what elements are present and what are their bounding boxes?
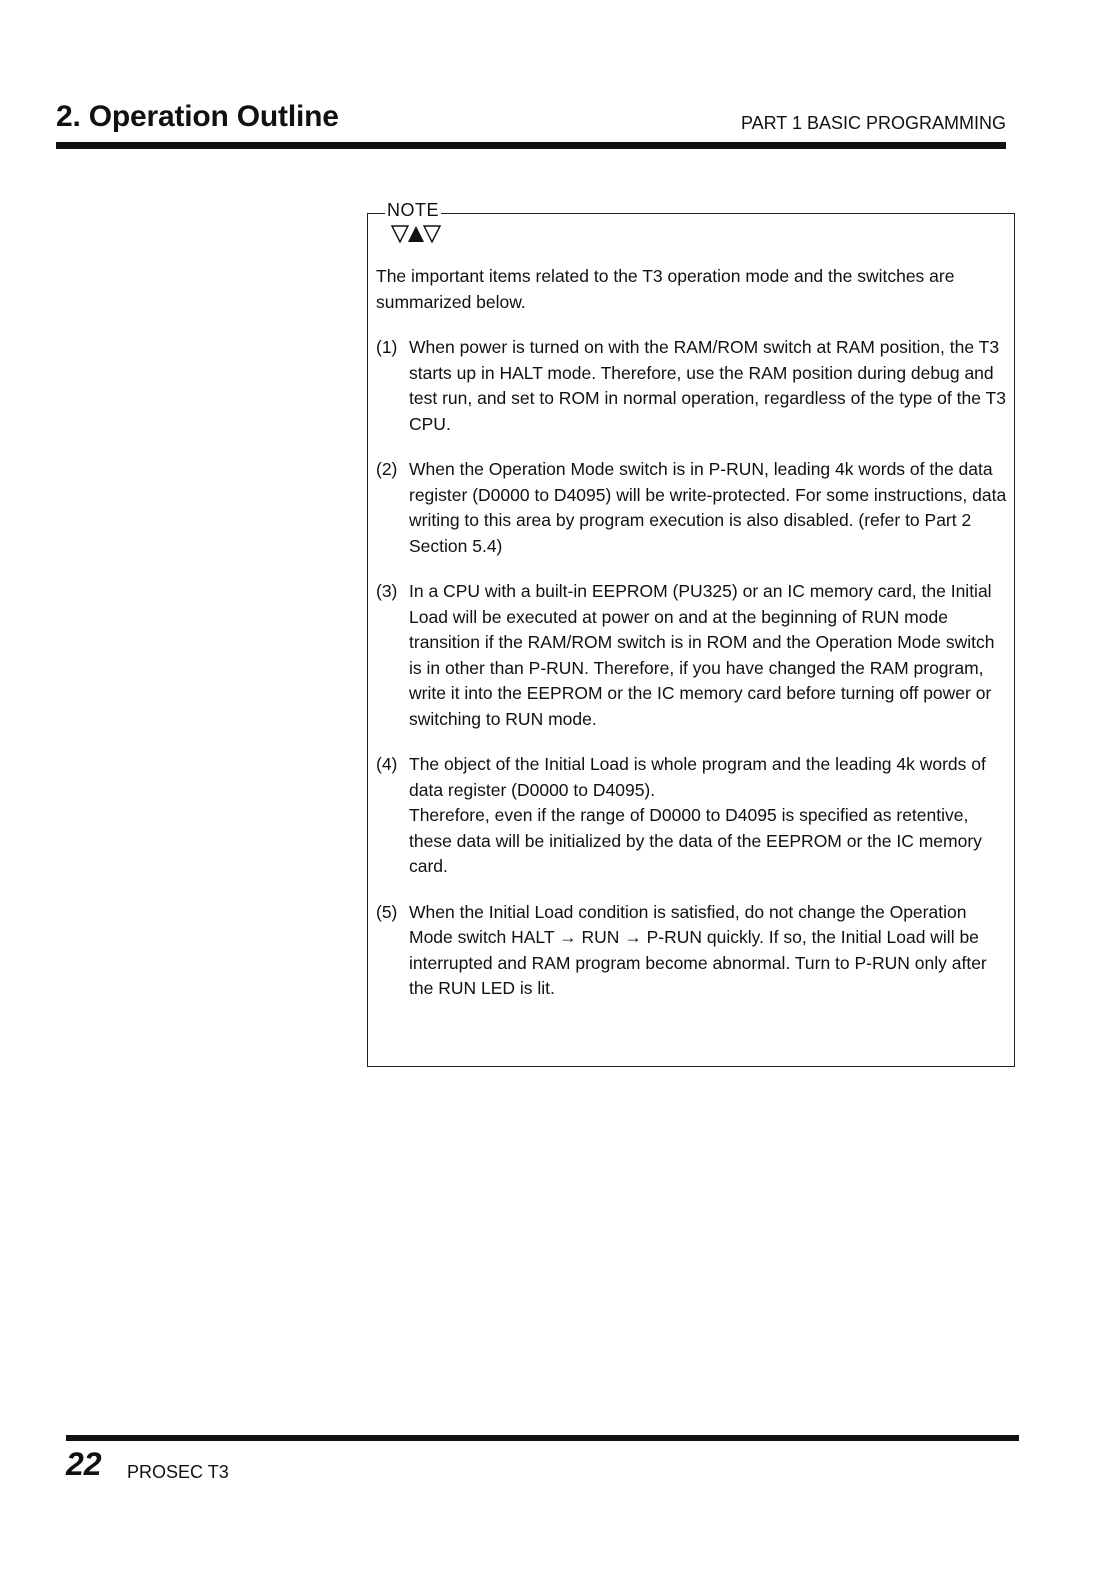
item-text: When the Initial Load condition is satisfied, do not change the Operation Mode switch HALT → RUN → P-RUN quickly. If so, the Initial Load will be interrupted and RAM program become abnormal. Turn to P-RUN only after the RUN LED is lit. [409,901,987,998]
item-number: (5) [376,901,398,922]
item-number: (1) [376,337,398,357]
item-number: (4) [376,754,398,774]
item-text: When the Operation Mode switch is in P-RUN, leading 4k words of the data register (D0000 to D4095) will be write-protected. For some instructions, data writing to this area by program execution is also disabled. (refer to Part 2 Section 5.4) [409,459,1007,556]
note-item [376,457,1008,559]
product-name: PROSEC T3 [127,1462,229,1482]
item-text: The object of the Initial Load is whole program and the leading 4k words of data register (D0000 to D4095). Therefore, even if the range of D0000 to D4095 is specified as retentive, these data will be initialized by the data of the EEPROM or the IC memory card. [409,754,986,876]
note-item [376,752,1008,880]
caution-triangles-icon [391,225,441,243]
note-label: NOTE [387,200,440,220]
header-rule [56,142,1006,149]
page-number: 22 [66,1446,102,1482]
note-item [376,579,1008,732]
note-item [376,335,1008,437]
item-text: When power is turned on with the RAM/ROM switch at RAM position, the T3 starts up in HALT mode. Therefore, use the RAM position during debug and test run, and set to ROM in normal operation, regardless of the type of the T3 CPU. [409,337,1006,434]
item-number: (3) [376,581,398,601]
item-number: (2) [376,459,398,479]
note-intro: The important items related to the T3 operation mode and the switches are summarized below. [376,266,955,312]
note-item [376,900,1008,1002]
item-text: In a CPU with a built-in EEPROM (PU325) or an IC memory card, the Initial Load will be executed at power on and at the beginning of RUN mode transition if the RAM/ROM switch is in ROM and the Operation Mode switch is in other than P-RUN. Therefore, if you have changed the RAM program, write it into the EEPROM or the IC memory card before turning off power or switching to RUN mode. [409,581,995,729]
section-title: 2. Operation Outline [56,100,339,133]
note-body [376,264,1008,1022]
footer-rule [66,1435,1019,1441]
part-label: PART 1 BASIC PROGRAMMING [740,113,1006,133]
